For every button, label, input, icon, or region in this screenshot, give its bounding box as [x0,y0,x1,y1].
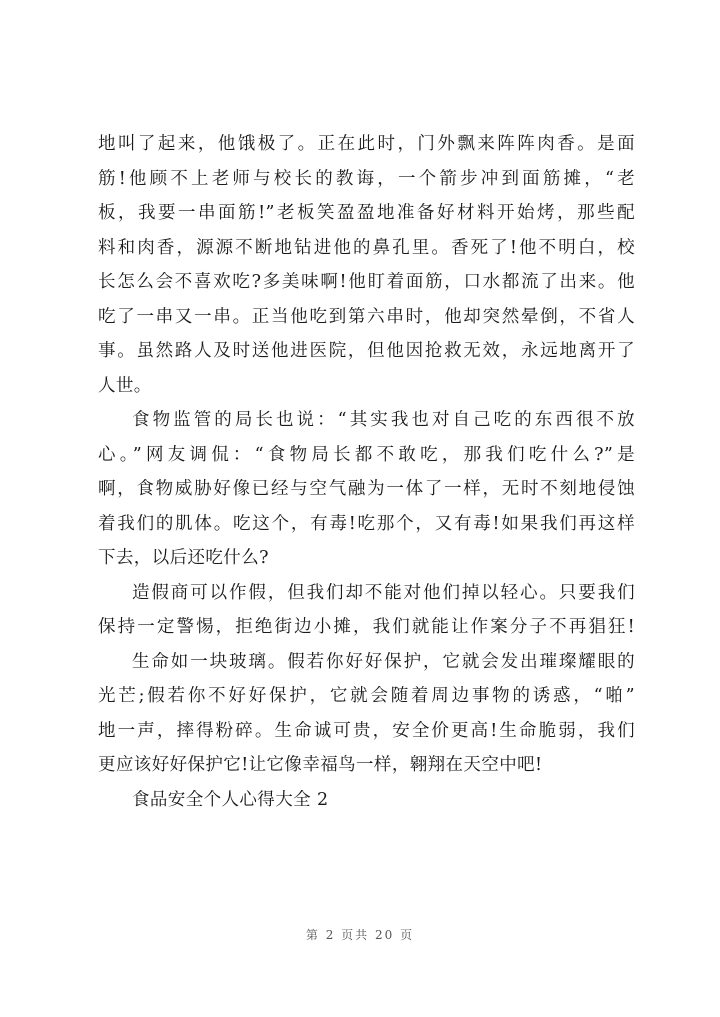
text-line: 料和肉香，源源不断地钻进他的鼻孔里。香死了!他不明白，校 [98,237,635,258]
section-heading: 食品安全个人心得大全 2 [132,789,329,810]
text-line: 心。”网友调侃：“食物局长都不敢吃，那我们吃什么?”是 [98,444,635,465]
text-line: 地叫了起来，他饿极了。正在此时，门外飘来阵阵肉香。是面 [98,134,635,154]
text-line: 筋!他顾不上老师与校长的教诲，一个箭步冲到面筋摊，“老 [98,168,635,189]
text-line: 吃了一串又一串。正当他吃到第六串时，他却突然晕倒，不省人 [98,306,635,327]
document-body [98,127,635,817]
text-line: 着我们的肌体。吃这个，有毒!吃那个，又有毒!如果我们再这样 [98,513,635,534]
text-line: 生命如一块玻璃。假若你好好保护，它就会发出璀璨耀眼的 [132,651,635,672]
text-line: 造假商可以作假，但我们却不能对他们掉以轻心。只要我们 [132,582,635,603]
text-line: 长怎么会不喜欢吃?多美味啊!他盯着面筋，口水都流了出来。他 [98,272,635,292]
text-line: 食物监管的局长也说：“其实我也对自己吃的东西很不放 [132,410,635,430]
text-line: 更应该好好保护它!让它像幸福鸟一样，翱翔在天空中吧! [98,755,543,775]
text-line: 保持一定警惕，拒绝街边小摊，我们就能让作案分子不再猖狂! [98,617,635,637]
text-line: 下去，以后还吃什么? [98,548,269,568]
text-line: 光芒;假若你不好好保护，它就会随着周边事物的诱惑，“啪” [98,686,635,706]
page-number-footer: 第 2 页共 20 页 [305,928,415,942]
text-line: 啊，食物威胁好像已经与空气融为一体了一样，无时不刻地侵蚀 [98,479,635,499]
text-line: 事。虽然路人及时送他进医院，但他因抢救无效，永远地离开了 [98,341,635,361]
text-line: 人世。 [98,375,152,396]
text-line: 板，我要一串面筋!”老板笑盈盈地准备好材料开始烤，那些配 [98,203,635,223]
text-line: 地一声，摔得粉碎。生命诚可贵，安全价更高!生命脆弱，我们 [98,720,635,741]
